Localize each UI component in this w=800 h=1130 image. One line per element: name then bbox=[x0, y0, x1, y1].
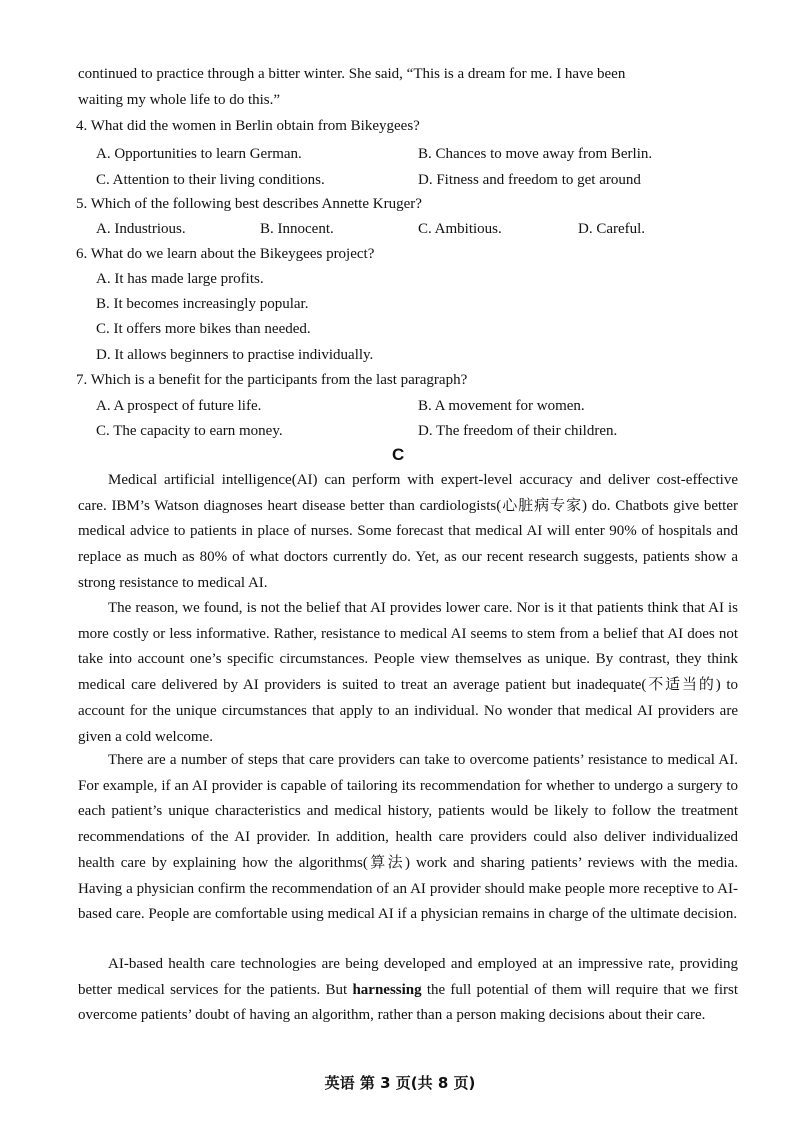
section-c-paragraph-3: There are a number of steps that care providers can take to overcome patients’ resistance to medical AI. For example, if an AI provider is capable of tailoring its recommendation for whether to undergo a surgery to each patient’s unique characteristics and medical history, patients would be likely to follow the treatment recommendations of the AI provider. In addition, health care providers could also deliver individualized health care by explaining how the algorithms(算法) work and sharing patients’ reviews with the media. Having a physician confirm the recommendation of an AI provider should make people more receptive to AI-based care. People are comfortable using medical AI if a physician remains in charge of the ultimate decision. bbox=[78, 752, 738, 923]
passage-continued-line-2: waiting my whole life to do this.” bbox=[78, 92, 281, 108]
question-4-option-b: B. Chances to move away from Berlin. bbox=[418, 146, 653, 162]
question-5-option-c: C. Ambitious. bbox=[418, 221, 502, 237]
question-5-stem: 5. Which of the following best describes Annette Kruger? bbox=[76, 196, 422, 212]
question-5-option-b: B. Innocent. bbox=[260, 221, 334, 237]
section-c-paragraph-4 bbox=[78, 952, 738, 1029]
question-6-option-b: B. It becomes increasingly popular. bbox=[96, 296, 309, 312]
question-6-stem: 6. What do we learn about the Bikeygees project? bbox=[76, 246, 375, 262]
question-4-option-a: A. Opportunities to learn German. bbox=[96, 146, 302, 162]
question-4-option-c: C. Attention to their living conditions. bbox=[96, 172, 325, 188]
passage-continued-line-1: continued to practice through a bitter winter. She said, “This is a dream for me. I have been bbox=[78, 66, 626, 82]
paragraph-4-text-before: AI-based health care technologies are being developed and employed at an impressive rate, providing better medical services for the patients. But bbox=[78, 956, 738, 998]
question-6-option-a: A. It has made large profits. bbox=[96, 271, 264, 287]
question-7-option-c: C. The capacity to earn money. bbox=[96, 423, 283, 439]
question-5-option-a: A. Industrious. bbox=[96, 221, 186, 237]
section-c-paragraph-1: Medical artificial intelligence(AI) can perform with expert-level accuracy and deliver cost-effective care. IBM’s Watson diagnoses heart disease better than cardiologists(心脏病专家) do. Chatbots give better medical advice to patients in place of nurses. Some forecast that medical AI will enter 90% of hospitals and replace as much as 80% of what doctors currently do. Yet, as our recent research suggests, patients show a strong resistance to medical AI. bbox=[78, 472, 738, 591]
section-c-paragraph-2: The reason, we found, is not the belief that AI provides lower care. Nor is it that patients think that AI is more costly or less informative. Rather, resistance to medical AI seems to stem from a belief that AI does not take into account one’s specific circumstances. People view themselves as unique. By contrast, they think medical care delivered by AI providers is suited to treat an average patient but inadequate(不适当的) to account for the unique circumstances that apply to an individual. No wonder that medical AI providers are given a cold welcome. bbox=[78, 600, 738, 745]
paragraph-4-text-after: the full potential of them will require that we first overcome patients’ doubt of having an algorithm, rather than a person making decisions about their care. bbox=[78, 981, 738, 1024]
keyword-harnessing: harnessing bbox=[352, 981, 422, 998]
question-7-option-b: B. A movement for women. bbox=[418, 398, 585, 414]
question-4-option-d: D. Fitness and freedom to get around bbox=[418, 172, 641, 188]
question-6-option-c: C. It offers more bikes than needed. bbox=[96, 321, 311, 337]
question-6-option-d: D. It allows beginners to practise individually. bbox=[96, 347, 374, 363]
question-4-stem: 4. What did the women in Berlin obtain from Bikeygees? bbox=[76, 118, 420, 134]
question-5-option-d: D. Careful. bbox=[578, 221, 646, 237]
question-7-stem: 7. Which is a benefit for the participants from the last paragraph? bbox=[76, 372, 468, 388]
section-c-heading: C bbox=[392, 445, 405, 464]
page-footer: 英语 第 3 页(共 8 页) bbox=[324, 1074, 476, 1092]
question-7-option-a: A. A prospect of future life. bbox=[96, 398, 262, 414]
question-7-option-d: D. The freedom of their children. bbox=[418, 423, 618, 439]
